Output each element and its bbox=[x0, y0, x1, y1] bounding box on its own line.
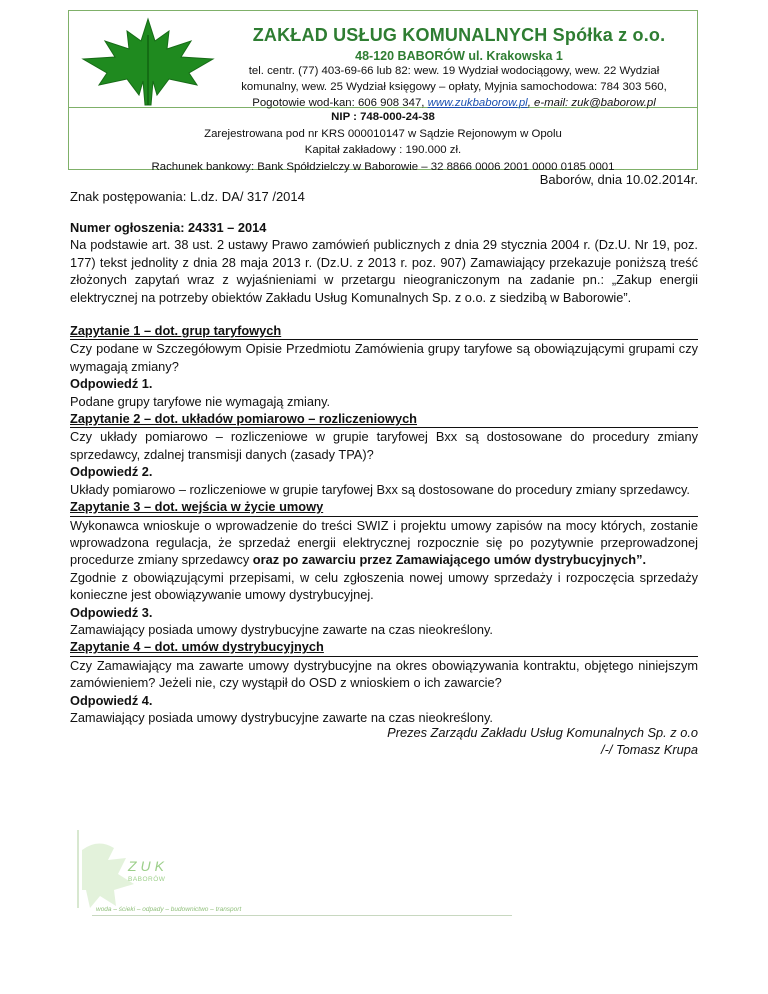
document-body bbox=[70, 219, 698, 726]
answer-text: Zamawiający posiada umowy dystrybucyjne zawarte na czas nieokreślony. bbox=[70, 621, 493, 637]
contact-line: komunalny, wew. 25 Wydział księgowy – opłaty, Myjnia samochodowa: 784 303 560, bbox=[241, 81, 667, 93]
answer-label: Odpowiedź 4. bbox=[70, 692, 153, 708]
spacer bbox=[70, 306, 698, 322]
company-address: 48-120 BABORÓW ul. Krakowska 1 bbox=[355, 49, 563, 63]
footer-tagline: woda – ścieki – odpady – budownictwo – transport bbox=[96, 906, 242, 913]
nip-number: NIP : 748-000-24-38 bbox=[331, 111, 435, 123]
question-title: Zapytanie 3 – dot. wejścia w życie umowy bbox=[70, 498, 698, 516]
maple-leaf-logo-icon bbox=[73, 15, 223, 107]
question-text: Czy podane w Szczegółowym Opisie Przedmiotu Zamówienia grupy taryfowe są obowiązującymi grupami czy wymagają zmiany? bbox=[70, 341, 698, 374]
answer-label: Odpowiedź 1. bbox=[70, 376, 153, 392]
question-text: Zgodnie z obowiązującymi przepisami, w celu zgłoszenia nowej umowy sprzedaży i rozpoczęcia sprzedaży konieczne jest obowiązywanie umowy dystrybucyjnej. bbox=[70, 569, 698, 603]
letterhead-top bbox=[69, 11, 697, 108]
announcement-number: Numer ogłoszenia: 24331 – 2014 bbox=[70, 220, 267, 235]
case-number: Znak postępowania: L.dz. DA/ 317 /2014 bbox=[70, 189, 305, 204]
email-text: , e-mail: zuk@baborow.pl bbox=[527, 97, 656, 109]
company-name: ZAKŁAD USŁUG KOMUNALNYCH Spółka z o.o. bbox=[252, 25, 666, 45]
contact-info bbox=[209, 63, 699, 111]
footer-logo-text: ZUK bbox=[128, 858, 168, 874]
answer-text: Układy pomiarowo – rozliczeniowe w grupie taryfowej Bxx są dostosowane do procedury zmiany sprzedawcy. bbox=[70, 481, 690, 497]
question-text bbox=[70, 517, 698, 569]
registration-info bbox=[69, 109, 697, 175]
contact-line: tel. centr. (77) 403-69-66 lub 82: wew. 19 Wydział wodociągowy, wew. 22 Wydział bbox=[248, 65, 660, 77]
question-title: Zapytanie 2 – dot. układów pomiarowo – rozliczeniowych bbox=[70, 410, 698, 428]
signature-title: Prezes Zarządu Zakładu Usług Komunalnych Sp. z o.o bbox=[387, 725, 698, 740]
document-date: Baborów, dnia 10.02.2014r. bbox=[539, 172, 698, 187]
question-title: Zapytanie 4 – dot. umów dystrybucyjnych bbox=[70, 638, 698, 656]
emergency-phone: Pogotowie wod-kan: 606 908 347, bbox=[252, 97, 425, 109]
question-text-part: Wykonawca wnioskuje o wprowadzenie do treści SWIZ i projektu umowy zapisów na mocy których, zostanie wprowadzona regulacja, że sprzedaż energii elektrycznej rozpocznie się po pozytywnie przeprowadzonej procedurze zmiany sprzedawcy bbox=[70, 517, 698, 568]
answer-label: Odpowiedź 2. bbox=[70, 464, 153, 480]
question-text: Czy Zamawiający ma zawarte umowy dystrybucyjne na okres obowiązywania kontraktu, objętego niniejszym zamówieniem? Jeżeli nie, czy wystąpił do OSD z wnioskiem o ich zawarcie? bbox=[70, 657, 698, 691]
krs-number: Zarejestrowana pod nr KRS 000010147 w Sądzie Rejonowym w Opolu bbox=[204, 127, 562, 140]
question-text: Czy układy pomiarowo – rozliczeniowe w grupie taryfowej Bxx są dostosowane do procedury zmiany sprzedawcy, zdalnej transmisji danych (zasady TPA)? bbox=[70, 429, 698, 462]
bank-account: Rachunek bankowy: Bank Spółdzielczy w Baborowie – 32 8866 0006 2001 0000 0185 0001 bbox=[151, 160, 615, 173]
signature-block bbox=[387, 724, 698, 759]
intro-paragraph: Na podstawie art. 38 ust. 2 ustawy Prawo zamówień publicznych z dnia 29 stycznia 2004 r. (Dz.U. Nr 19, poz. 177) tekst jednolity z dnia 28 maja 2013 r. (Dz.U. z 2013 r. poz. 907) Zamawiający przekazuje poniższą treść złożonych zapytań wraz z wyjaśnieniami w przetargu nieograniczonym na zadanie pn.: „Zakup energii elektrycznej na potrzeby obiektów Zakładu Usług Komunalnych Sp. z o.o. z siedzibą w Baborowie”. bbox=[70, 237, 698, 305]
share-capital: Kapitał zakładowy : 190.000 zł. bbox=[304, 144, 462, 156]
footer-logo-subtext: BABORÓW bbox=[128, 876, 166, 883]
answer-text: Podane grupy taryfowe nie wymagają zmiany. bbox=[70, 393, 331, 409]
answer-label: Odpowiedź 3. bbox=[70, 604, 153, 620]
website-link[interactable]: www.zukbaborow.pl bbox=[427, 97, 528, 109]
question-text-bold: oraz po zawarciu przez Zamawiającego umów dystrybucyjnych”. bbox=[252, 552, 647, 568]
letterhead bbox=[68, 10, 698, 173]
signature-name: /-/ Tomasz Krupa bbox=[601, 742, 698, 758]
footer-divider bbox=[92, 915, 512, 916]
answer-text: Zamawiający posiada umowy dystrybucyjne zawarte na czas nieokreślony. bbox=[70, 709, 493, 725]
question-title: Zapytanie 1 – dot. grup taryfowych bbox=[70, 322, 698, 340]
